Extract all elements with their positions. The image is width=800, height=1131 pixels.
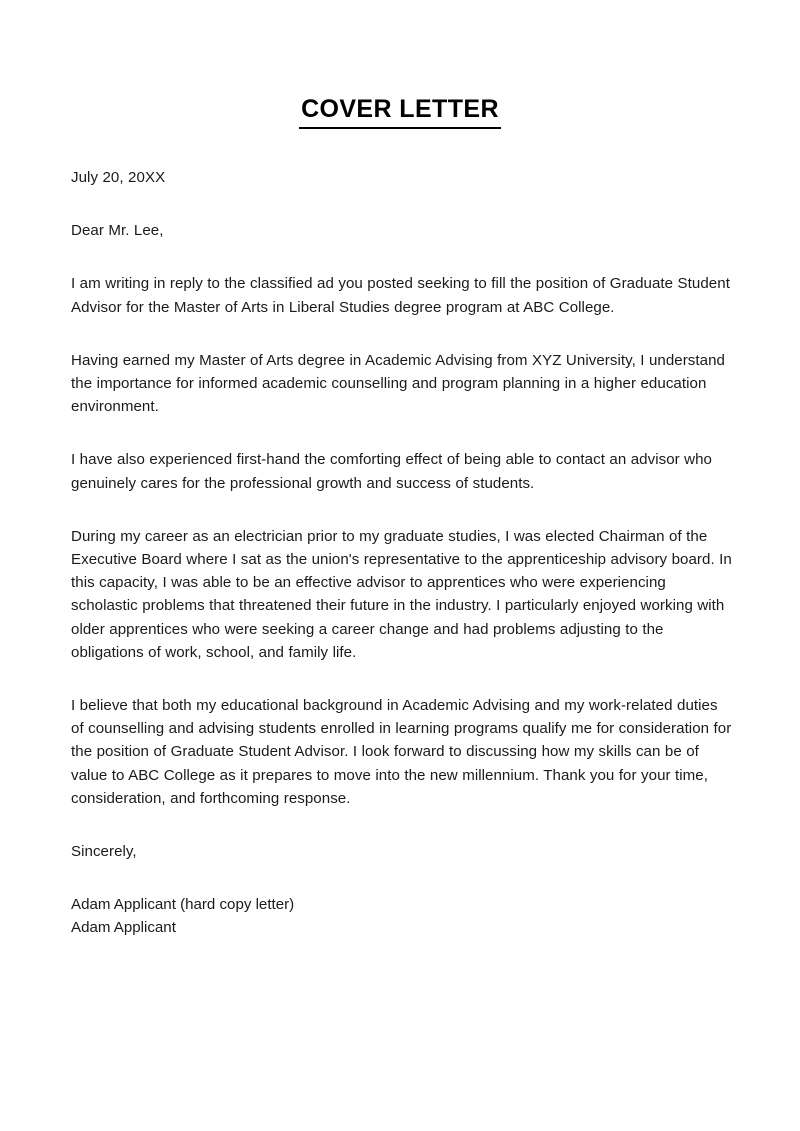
letter-paragraph-2: Having earned my Master of Arts degree in Academic Advising from XYZ University, I understand the importance for informed academic counselling and program planning in a higher education environment. — [71, 351, 725, 416]
document-title-block — [0, 96, 800, 129]
letter-body — [71, 166, 733, 940]
signature-name: Adam Applicant — [71, 919, 176, 937]
letter-paragraph-5: I believe that both my educational background in Academic Advising and my work-related duties of counselling and advising students enrolled in learning programs qualify me for consideration for the position of Graduate Student Advisor. I look forward to discussing how my skills can be of value to ABC College as it prepares to move into the new millennium. Thank you for your time, consideration, and forthcoming response. — [71, 697, 732, 807]
page-title: COVER LETTER — [299, 96, 501, 129]
letter-paragraph-3: I have also experienced first-hand the comforting effect of being able to contact an advisor who genuinely cares for the professional growth and success of students. — [71, 451, 712, 492]
signature-block — [71, 893, 733, 939]
letter-closing: Sincerely, — [71, 843, 137, 861]
letter-paragraph-4: During my career as an electrician prior to my graduate studies, I was elected Chairman of the Executive Board where I sat as the union's representative to the apprenticeship advisory board. In this capacity, I was able to be an effective advisor to apprentices who were experiencing scholastic problems that threatened their future in the industry. I particularly enjoyed working with older apprentices who were seeking a career change and had problems adjusting to the obligations of work, school, and family life. — [71, 527, 732, 661]
signature-name-with-note: Adam Applicant (hard copy letter) — [71, 896, 295, 914]
letter-paragraph-1: I am writing in reply to the classified ad you posted seeking to fill the position of Graduate Student Advisor for the Master of Arts in Liberal Studies degree program at ABC College. — [71, 275, 730, 316]
letter-salutation: Dear Mr. Lee, — [71, 222, 164, 240]
letter-date: July 20, 20XX — [71, 169, 166, 186]
